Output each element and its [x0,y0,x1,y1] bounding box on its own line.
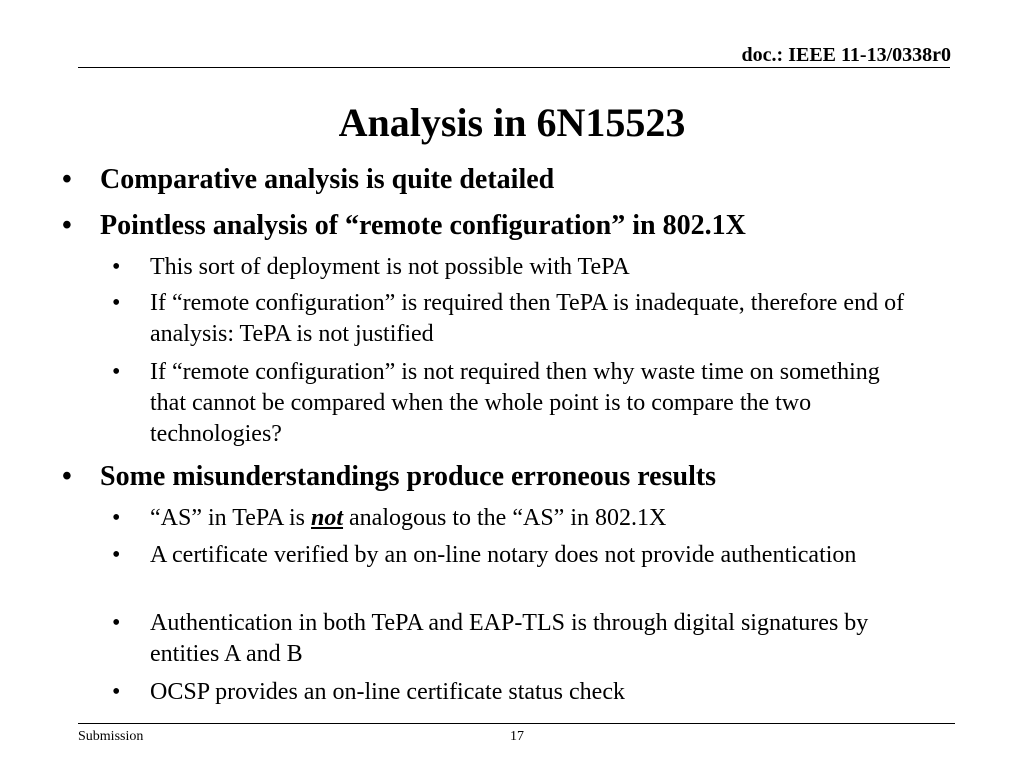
sub-bullet-text: OCSP provides an on-line certificate status check [150,679,625,705]
slide-title: Analysis in 6N15523 [338,100,686,145]
sub-bullet-icon: • [112,359,121,385]
bullet-text: Pointless analysis of “remote configuration” in 802.1X [100,210,746,241]
sub-bullet-text: If “remote configuration” is required then TePA is inadequate, therefore end of analysis: TePA is not justified [150,290,905,347]
sub-bullet-text: If “remote configuration” is not required then why waste time on something that cannot be compared when the whole point is to compare the two technologies? [150,359,880,447]
bullet-icon: • [62,164,72,195]
header-rule [78,67,950,68]
sub-bullet-icon: • [112,254,121,280]
document-id: doc.: IEEE 11-13/0338r0 [741,44,951,66]
sub-bullet-icon: • [112,610,121,636]
footer-label: Submission [78,729,144,744]
sub-bullet-text: A certificate verified by an on-line notary does not provide authentication [150,542,857,568]
sub-bullet-icon: • [112,542,121,568]
bullet-text: Comparative analysis is quite detailed [100,164,555,195]
sub-bullet-text: Authentication in both TePA and EAP-TLS is through digital signatures by entities A and B [150,610,869,667]
text-before-emphasis: “AS” in TePA is [150,505,312,531]
text-after-emphasis: analogous to the “AS” in 802.1X [343,505,667,531]
sub-bullet-text [150,503,910,534]
sub-bullet-text: This sort of deployment is not possible with TePA [150,254,630,280]
bullet-icon: • [62,210,72,241]
bullet-text: Some misunderstandings produce erroneous results [100,461,717,492]
page-number: 17 [510,729,524,744]
sub-bullet-icon: • [112,290,121,316]
emphasis-text: not [311,505,344,531]
footer-rule [78,723,955,724]
bullet-icon: • [62,461,72,492]
sub-bullet-icon: • [112,679,121,705]
sub-bullet-icon: • [112,505,121,531]
